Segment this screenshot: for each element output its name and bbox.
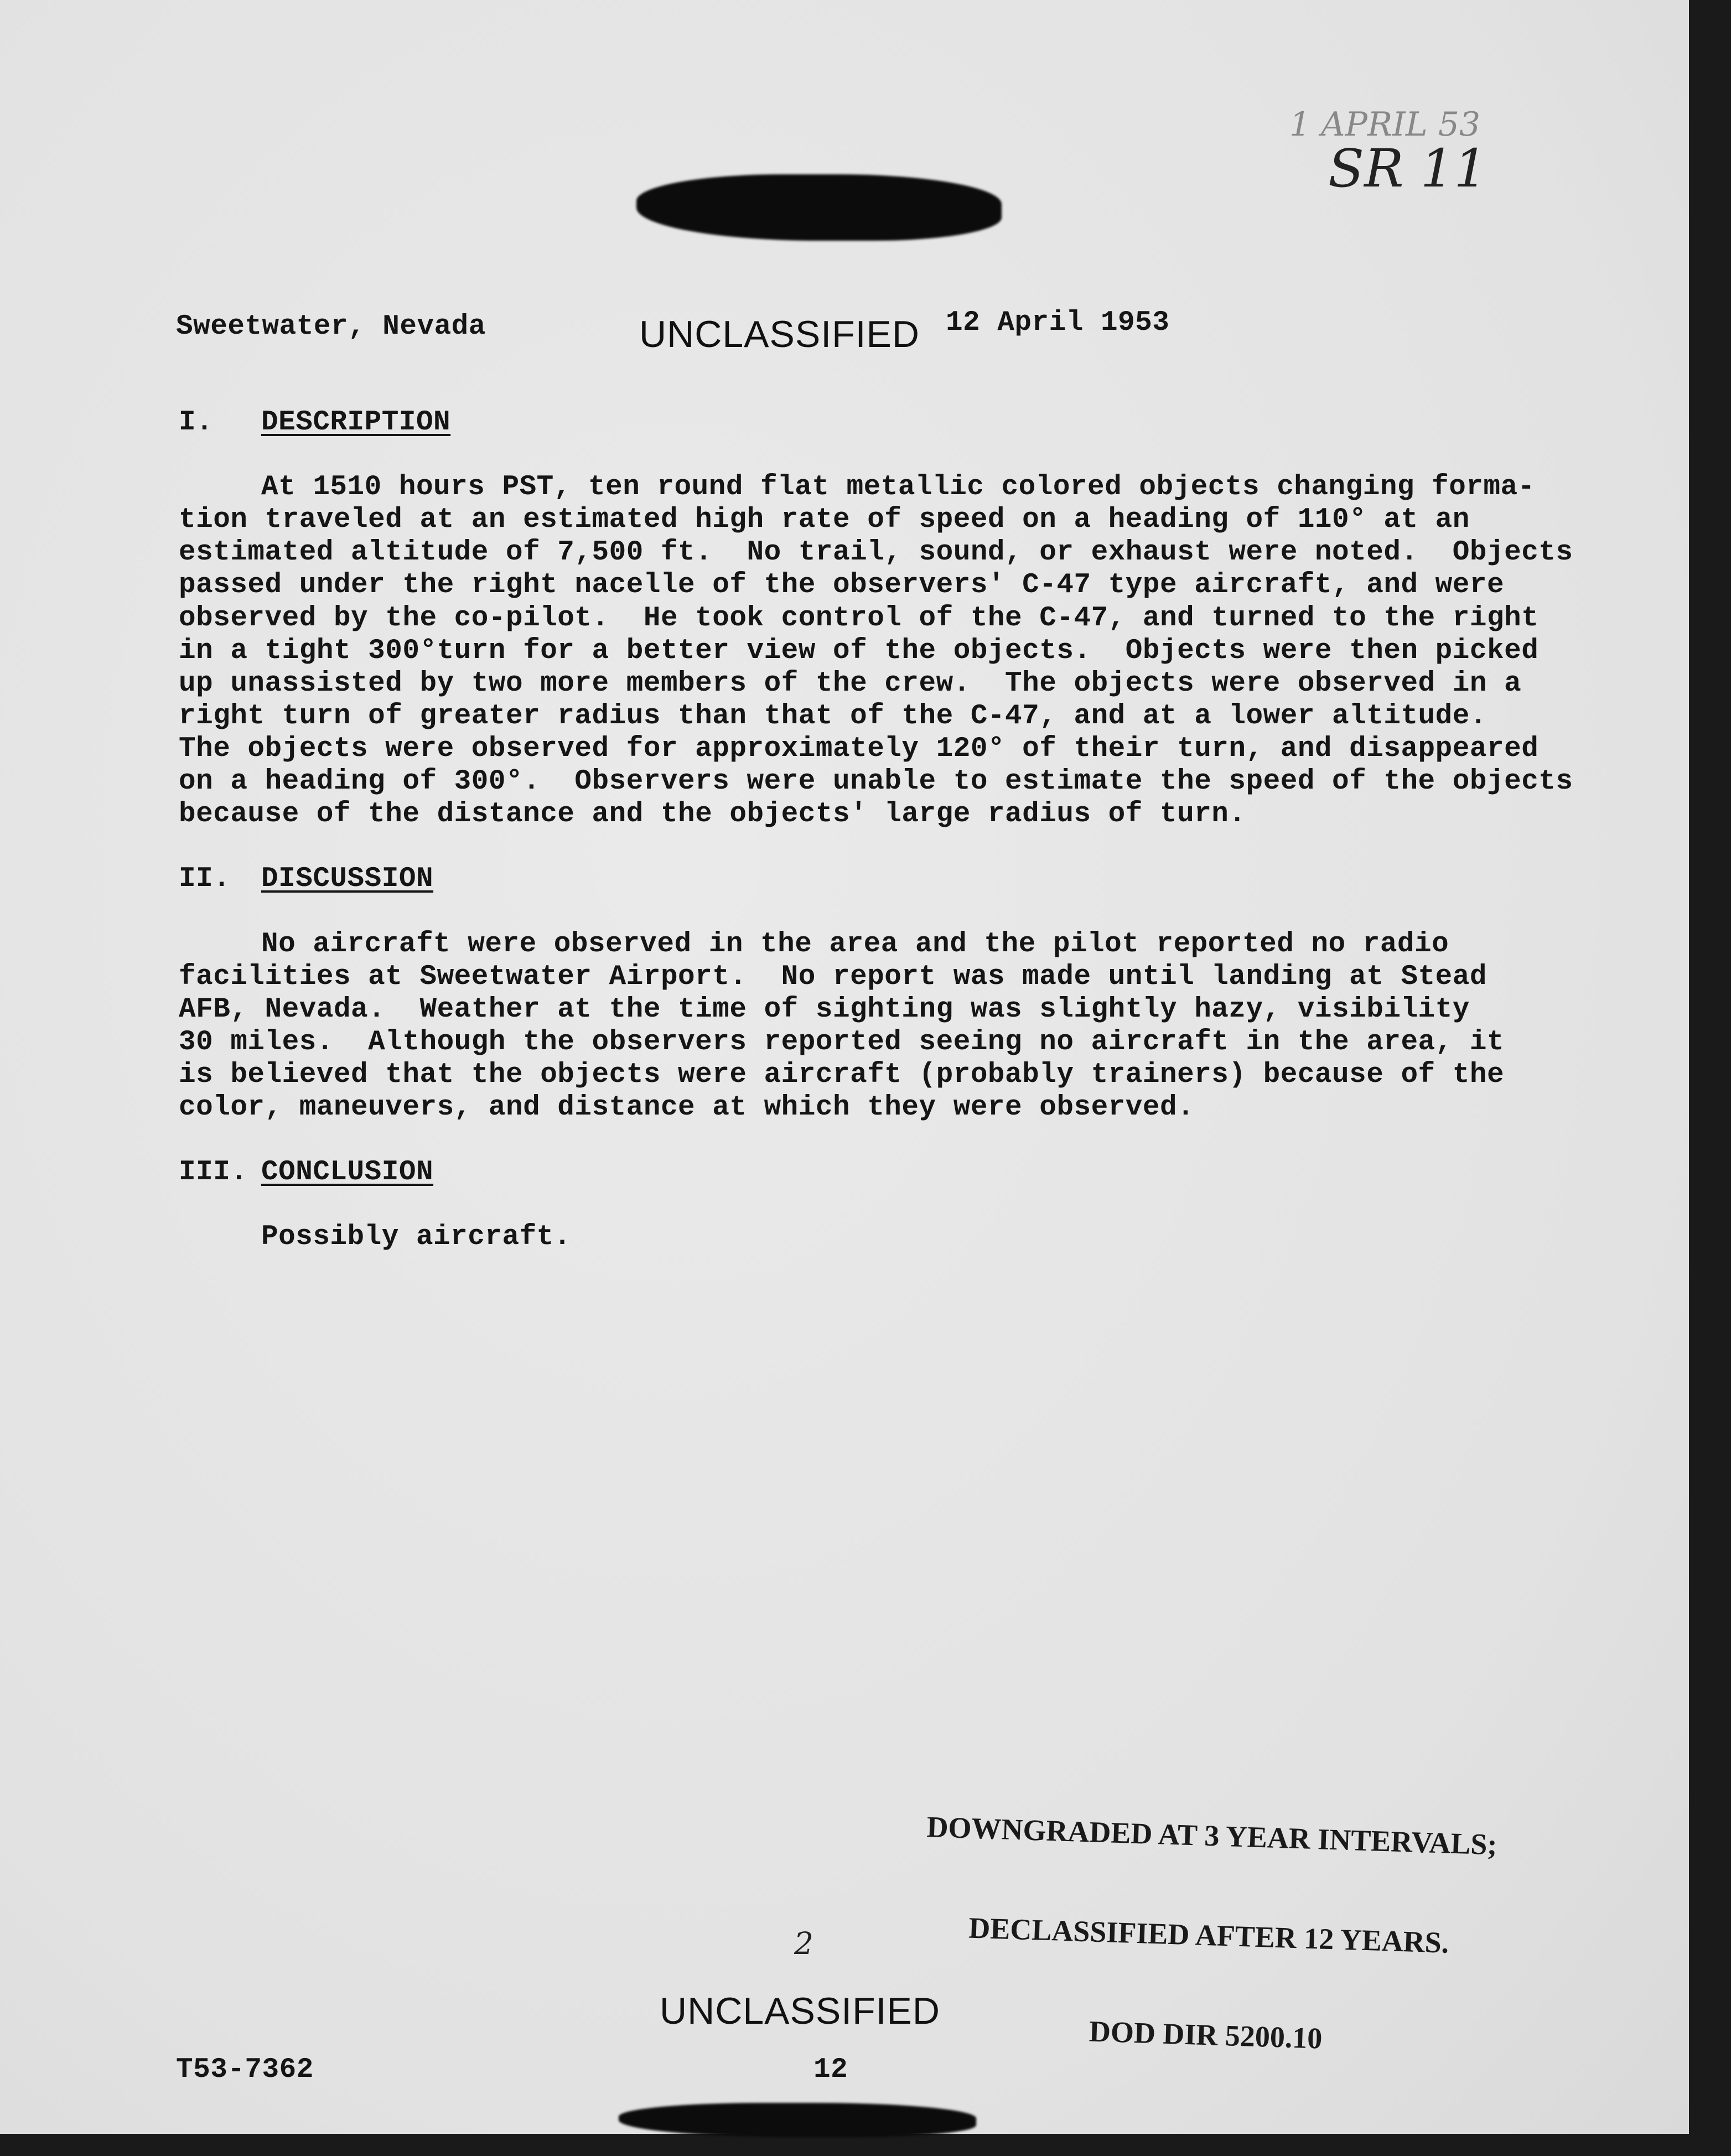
handwritten-date-note: 1 APRIL 53 <box>1289 105 1481 144</box>
redaction-mark-bottom <box>619 2103 976 2137</box>
handwritten-page-mark: 2 <box>794 1926 813 1961</box>
section-number-1: I. <box>179 407 214 438</box>
section-number-2: II. <box>179 863 231 895</box>
discussion-line: color, maneuvers, and distance at which they were observed. <box>179 1092 1195 1123</box>
description-line: At 1510 hours PST, ten round flat metallic colored objects changing forma- <box>261 471 1535 503</box>
description-line: on a heading of 300°. Observers were unable to estimate the speed of the objects <box>179 766 1573 797</box>
handwritten-ref-note: SR 11 <box>1328 138 1488 199</box>
discussion-line: facilities at Sweetwater Airport. No report was made until landing at Stead <box>179 961 1487 993</box>
page-number: 12 <box>813 2054 848 2086</box>
description-line: because of the distance and the objects' large radius of turn. <box>179 799 1246 830</box>
discussion-line: AFB, Nevada. Weather at the time of sighting was slightly hazy, visibility <box>179 994 1470 1025</box>
section-title-discussion: DISCUSSION <box>261 863 434 895</box>
classification-footer: UNCLASSIFIED <box>660 1990 940 2032</box>
document-date: 12 April 1953 <box>946 307 1170 339</box>
classification-header: UNCLASSIFIED <box>639 313 920 355</box>
downgrade-stamp-line: DOWNGRADED AT 3 YEAR INTERVALS; <box>926 1810 1498 1862</box>
section-title-conclusion: CONCLUSION <box>261 1157 434 1188</box>
downgrade-stamp-line: DECLASSIFIED AFTER 12 YEARS. <box>968 1911 1450 1960</box>
redaction-mark-top <box>636 174 1002 241</box>
description-line: right turn of greater radius than that of the C-47, and at a lower altitude. <box>179 701 1487 732</box>
description-line: passed under the right nacelle of the observers' C-47 type aircraft, and were <box>179 569 1505 601</box>
description-line: tion traveled at an estimated high rate of speed on a heading of 110° at an <box>179 504 1470 536</box>
conclusion-line: Possibly aircraft. <box>261 1221 571 1253</box>
description-line: estimated altitude of 7,500 ft. No trail, sound, or exhaust were noted. Objects <box>179 537 1573 568</box>
discussion-line: is believed that the objects were aircraft (probably trainers) because of the <box>179 1059 1505 1091</box>
description-line: up unassisted by two more members of the crew. The objects were observed in a <box>179 668 1522 699</box>
document-number: T53-7362 <box>176 2054 314 2086</box>
description-line: in a tight 300°turn for a better view of the objects. Objects were then picked <box>179 635 1539 667</box>
discussion-line: 30 miles. Although the observers reported seeing no aircraft in the area, it <box>179 1027 1505 1058</box>
discussion-line: No aircraft were observed in the area and the pilot reported no radio <box>261 929 1449 960</box>
section-number-3: III. <box>179 1157 248 1188</box>
description-line: observed by the co-pilot. He took control of the C-47, and turned to the right <box>179 603 1539 634</box>
location: Sweetwater, Nevada <box>176 311 486 343</box>
downgrade-stamp <box>899 1743 1518 2127</box>
downgrade-stamp-line: DOD DIR 5200.10 <box>1089 2014 1323 2055</box>
section-title-description: DESCRIPTION <box>261 407 451 438</box>
description-line: The objects were observed for approximately 120° of their turn, and disappeared <box>179 733 1539 765</box>
